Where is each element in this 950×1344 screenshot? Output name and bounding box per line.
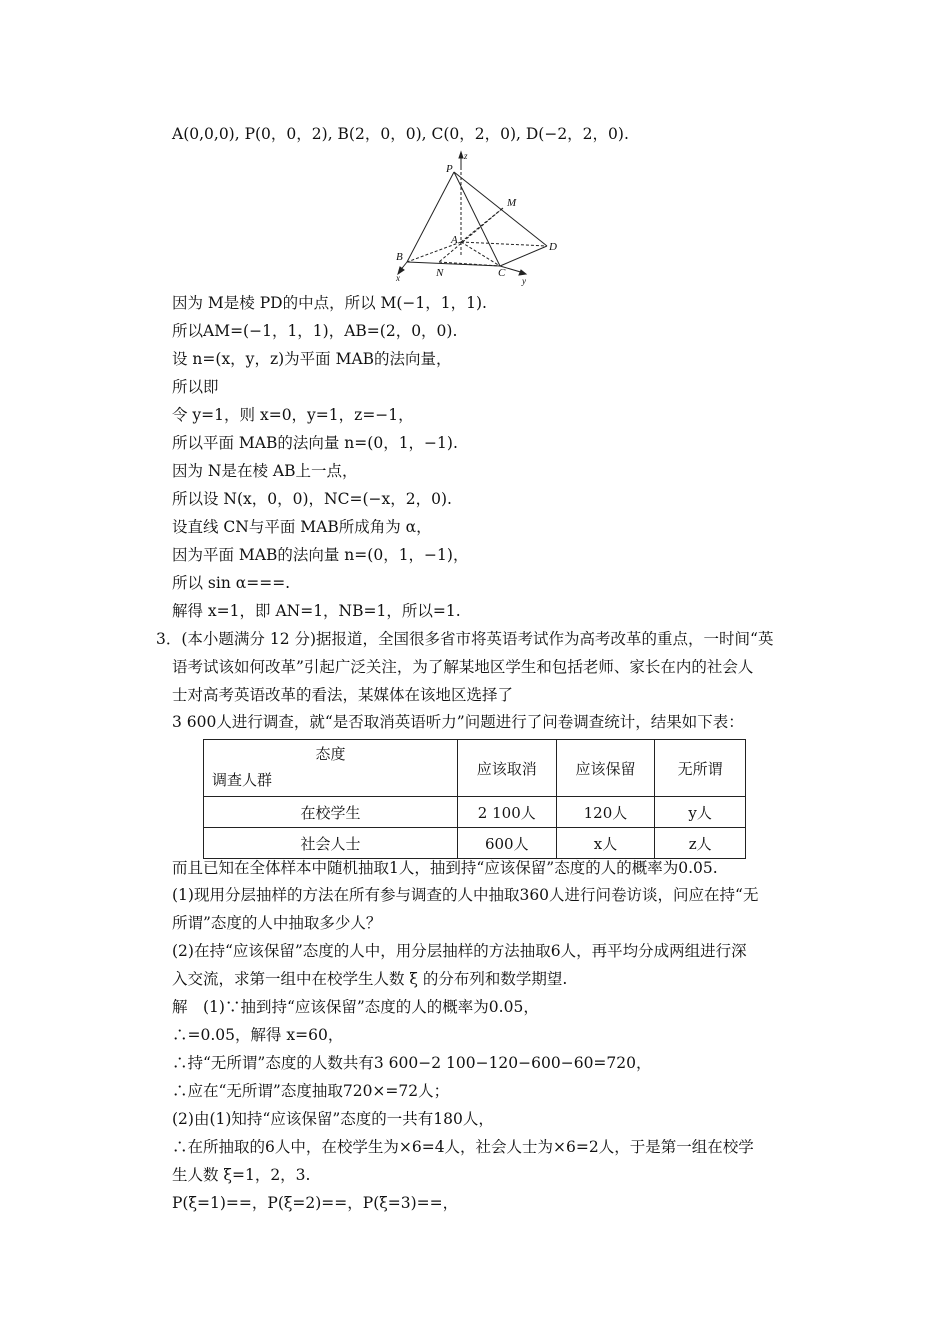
- solution-line: P(ξ=1)==，P(ξ=2)==，P(ξ=3)==，: [172, 1194, 459, 1212]
- column-header: 无所谓: [655, 740, 746, 797]
- text-line: 因为 N是在棱 AB上一点，: [172, 462, 358, 480]
- table-cell: z人: [655, 828, 746, 859]
- label-a: A: [451, 234, 458, 246]
- text-line: 所谓”态度的人中抽取多少人？: [172, 914, 382, 932]
- row-label: 在校学生: [204, 797, 458, 828]
- text-line: 解得 x=1，即 AN=1，NB=1，所以=1.: [172, 602, 461, 620]
- label-m: M: [507, 197, 517, 209]
- column-header: 应该保留: [556, 740, 655, 797]
- solution-line: ∴在所抽取的6人中，在校学生为×6=4人，社会人士为×6=2人，于是第一组在校学: [172, 1138, 754, 1156]
- label-n: N: [436, 267, 444, 279]
- text-line: 入交流，求第一组中在校学生人数 ξ 的分布列和数学期望.: [172, 970, 568, 988]
- survey-table: [203, 739, 746, 859]
- header-attitude: 态度: [315, 745, 346, 763]
- text-line: 而且已知在全体样本中随机抽取1人，抽到持“应该保留”态度的人的概率为0.05.: [172, 859, 718, 877]
- row-label: 社会人士: [204, 828, 458, 859]
- segment-am: [461, 208, 503, 242]
- text-line: 设 n=(x，y，z)为平面 MAB的法向量，: [172, 350, 452, 368]
- text-line: 所以AM=(−1，1，1)，AB=(2，0，0).: [172, 322, 458, 340]
- edge-pd: [454, 172, 547, 246]
- label-y: y: [522, 276, 526, 286]
- header-group: 调查人群: [212, 771, 273, 789]
- pyramid-figure: [390, 150, 570, 290]
- solution-line: ∴应在“无所谓”态度抽取720×=72人；: [172, 1082, 450, 1100]
- label-c: C: [498, 267, 506, 279]
- column-header: 应该取消: [457, 740, 556, 797]
- text-line: 因为平面 MAB的法向量 n=(0，1，−1)，: [172, 546, 469, 564]
- solution-line: (2)由(1)知持“应该保留”态度的一共有180人，: [172, 1110, 494, 1128]
- question-3-line: 士对高考英语改革的看法，某媒体在该地区选择了: [172, 686, 514, 704]
- table-cell: y人: [655, 797, 746, 828]
- label-x: x: [396, 273, 400, 283]
- coordinates-line: A(0,0,0), P(0，0，2), B(2，0，0), C(0，2，0), D(−2，2，0).: [172, 125, 629, 143]
- text-line: (2)在持“应该保留”态度的人中，用分层抽样的方法抽取6人，再平均分成两组进行深: [172, 942, 747, 960]
- label-d: D: [549, 241, 557, 253]
- text-line: 令 y=1，则 x=0，y=1，z=−1，: [172, 406, 414, 424]
- text-line: 因为 M是棱 PD的中点，所以 M(−1，1，1).: [172, 294, 487, 312]
- text-line: 所以即: [172, 378, 219, 396]
- diagonal-header-cell: [204, 740, 458, 797]
- solution-line: ∴持“无所谓”态度的人数共有3 600−2 100−120−600−60=720，: [172, 1054, 652, 1072]
- text-line: 所以 sin α===.: [172, 574, 291, 592]
- table-row: [204, 797, 746, 828]
- question-3-line: 3．(本小题满分 12 分)据报道，全国很多省市将英语考试作为高考改革的重点，一时间“英: [156, 630, 774, 648]
- table-header-row: [204, 740, 746, 797]
- label-p: P: [446, 163, 453, 175]
- edge-cd: [500, 246, 547, 266]
- question-3-line: 语考试该如何改革”引起广泛关注，为了解某地区学生和包括老师、家长在内的社会人: [172, 658, 754, 676]
- question-3-line: 3 600人进行调查，就“是否取消英语听力”问题进行了问卷调查统计，结果如下表：: [172, 713, 744, 731]
- label-z: z: [464, 151, 468, 161]
- text-line: 所以平面 MAB的法向量 n=(0，1，−1).: [172, 434, 458, 452]
- table-cell: x人: [556, 828, 655, 859]
- table-cell: 600人: [457, 828, 556, 859]
- z-arrow: [459, 152, 463, 158]
- table-cell: 2 100人: [457, 797, 556, 828]
- solution-line: ∴=0.05，解得 x=60，: [172, 1026, 344, 1044]
- y-arrow: [519, 270, 526, 275]
- table-row: [204, 828, 746, 859]
- solution-line: 解 (1)∵抽到持“应该保留”态度的人的概率为0.05，: [172, 998, 539, 1016]
- text-line: (1)现用分层抽样的方法在所有参与调查的人中抽取360人进行问卷访谈，问应在持“无: [172, 886, 759, 904]
- segment-mn: [439, 208, 503, 262]
- solution-line: 生人数 ξ=1，2，3.: [172, 1166, 311, 1184]
- text-line: 所以设 N(x，0，0)，NC=(−x，2，0).: [172, 490, 452, 508]
- text-line: 设直线 CN与平面 MAB所成角为 α，: [172, 518, 432, 536]
- table-cell: 120人: [556, 797, 655, 828]
- edge-ad: [461, 242, 547, 246]
- edge-pb: [407, 172, 454, 262]
- label-b: B: [396, 251, 403, 263]
